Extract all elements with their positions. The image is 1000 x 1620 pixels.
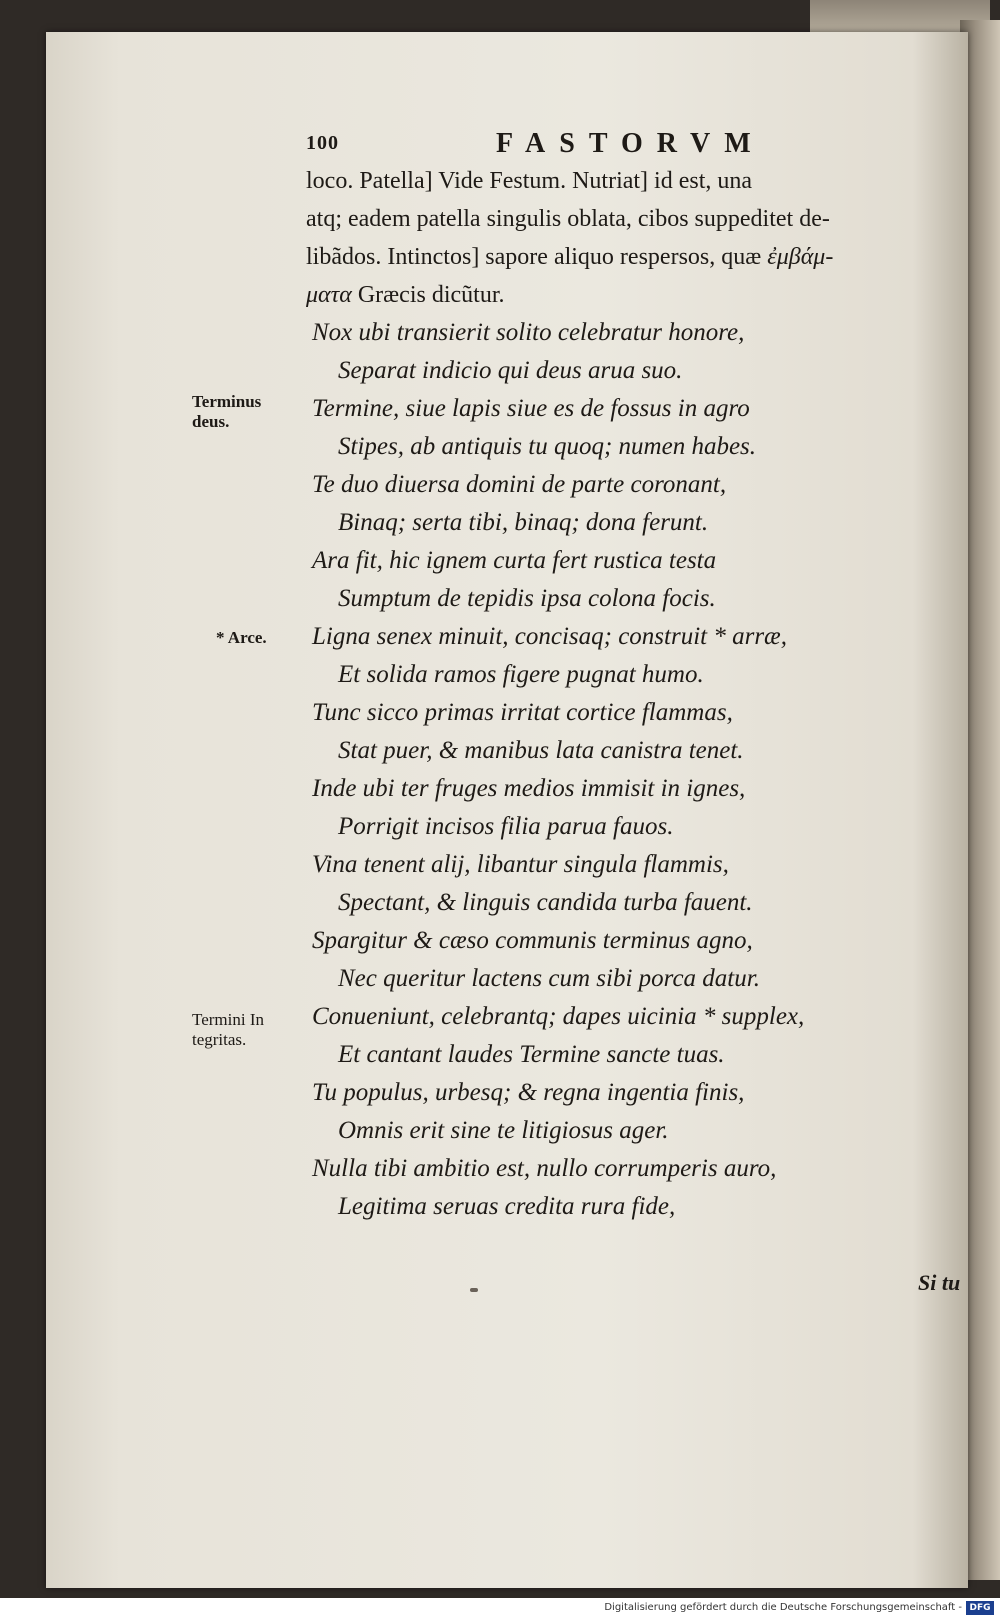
verse-line-16: Spectant, & linguis candida turba fauent. (338, 889, 753, 916)
verse-line-10: Et solida ramos figere pugnat humo. (338, 661, 704, 688)
verse-line-6: Binaq; serta tibi, binaq; dona ferunt. (338, 509, 709, 536)
margin-note-termini (192, 1010, 264, 1050)
verse-line-9: Ligna senex minuit, concisaq; construit * arræ, (312, 623, 787, 650)
verse-line-8: Sumptum de tepidis ipsa colona focis. (338, 585, 716, 612)
verse-line-14: Porrigit incisos filia parua fauos. (338, 813, 674, 840)
verse-line-4: Stipes, ab antiquis tu quoq; numen habes. (338, 433, 757, 460)
prose-line-4-text: Græcis dicũtur. (357, 282, 505, 308)
verse-line-21: Tu populus, urbesq; & regna ingentia finis, (312, 1079, 745, 1106)
ink-speck (470, 1288, 478, 1292)
margin-note-termini-line2: tegritas. (192, 1030, 247, 1049)
verse-line-1: Nox ubi transierit solito celebratur honore, (312, 319, 745, 346)
verse-line-5: Te duo diuersa domini de parte coronant, (312, 471, 727, 498)
page-header (306, 128, 826, 162)
margin-note-terminus (192, 392, 261, 432)
prose-line-2: atq; eadem patella singulis oblata, cibos suppeditet de- (306, 206, 830, 232)
margin-note-arce: * Arce. (216, 628, 267, 647)
verse-line-7: Ara fit, hic ignem curta fert rustica testa (312, 547, 717, 574)
prose-line-3 (306, 242, 833, 272)
verse-line-20: Et cantant laudes Termine sancte tuas. (338, 1041, 725, 1068)
verse-line-19: Conueniunt, celebrantq; dapes uicinia * supplex, (312, 1003, 805, 1030)
digitization-footer (0, 1598, 1000, 1620)
greek-word-1: ἐμβάμ- (767, 244, 834, 270)
verse-line-17: Spargitur & cæso communis terminus agno, (312, 927, 753, 954)
running-title: FASTORVM (496, 128, 765, 159)
verse-line-22: Omnis erit sine te litigiosus ager. (338, 1117, 669, 1144)
verse-line-24: Legitima seruas credita rura fide, (338, 1193, 676, 1220)
prose-line-1: loco. Patella] Vide Festum. Nutriat] id est, una (306, 168, 753, 194)
verse-line-18: Nec queritur lactens cum sibi porca datur. (338, 965, 760, 992)
margin-note-termini-line1: Termini In (192, 1010, 264, 1029)
catchword: Si tu (918, 1270, 961, 1295)
prose-line-3-text: libãdos. Intinctos] sapore aliquo respersos, quæ (306, 244, 762, 270)
verse-line-23: Nulla tibi ambitio est, nullo corrumperis auro, (312, 1155, 777, 1182)
verse-line-15: Vina tenent alij, libantur singula flammis, (312, 851, 729, 878)
verse-line-13: Inde ubi ter fruges medios immisit in ignes, (312, 775, 746, 802)
dfg-logo-icon: DFG (966, 1601, 994, 1615)
prose-line-4 (306, 280, 505, 310)
greek-word-2: ματα (306, 282, 352, 308)
footer-credit: Digitalisierung gefördert durch die Deutsche Forschungsgemeinschaft - (604, 1602, 962, 1613)
margin-note-terminus-line2: deus. (192, 412, 230, 431)
verse-line-12: Stat puer, & manibus lata canistra tenet. (338, 737, 744, 764)
margin-note-terminus-line1: Terminus (192, 392, 262, 411)
verse-line-11: Tunc sicco primas irritat cortice flammas, (312, 699, 733, 726)
verse-line-3: Termine, siue lapis siue es de fossus in agro (312, 395, 750, 422)
page-number: 100 (306, 132, 339, 154)
verse-line-2: Separat indicio qui deus arua suo. (338, 357, 683, 384)
